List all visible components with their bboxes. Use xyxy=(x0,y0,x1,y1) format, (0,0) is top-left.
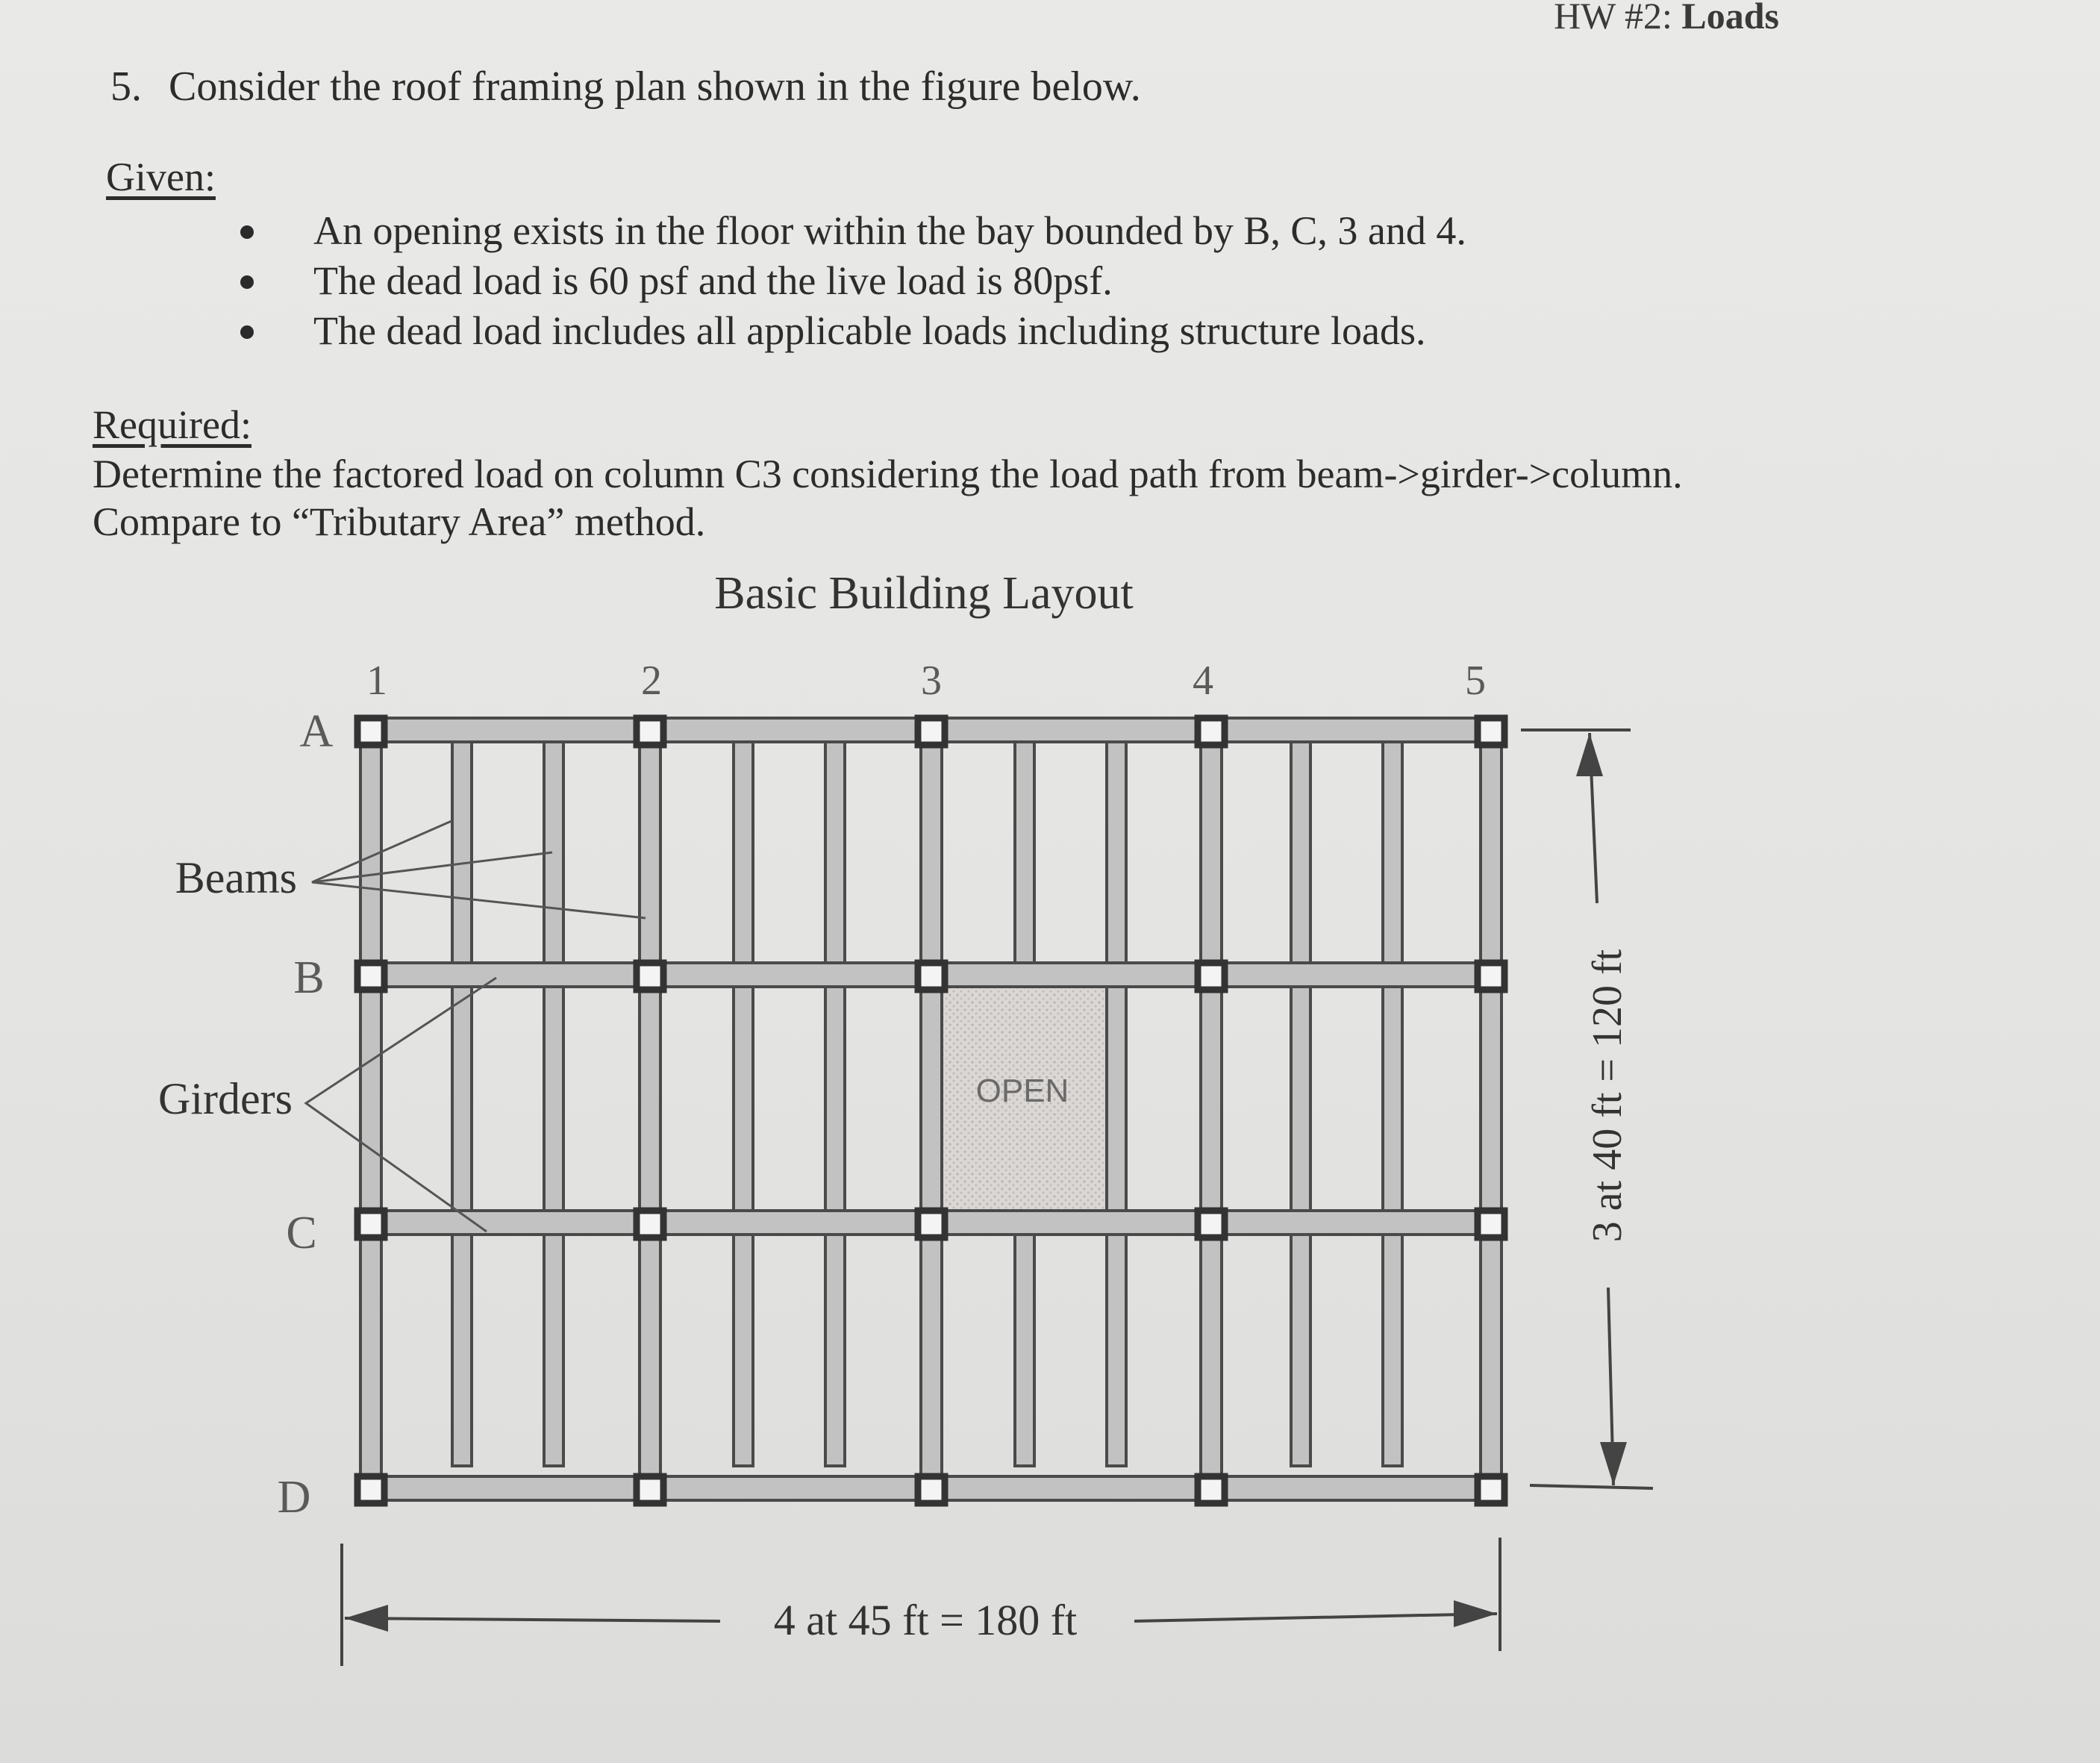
beams-callout-leader xyxy=(312,821,552,882)
framing-plan-figure xyxy=(0,552,2100,1763)
column xyxy=(357,1211,384,1238)
column-line-label: 5 xyxy=(1465,658,1486,704)
beam xyxy=(1015,1224,1034,1466)
column xyxy=(1198,718,1225,745)
column xyxy=(918,1476,945,1503)
dim-arrow xyxy=(345,1605,388,1632)
given-list xyxy=(240,206,1466,356)
required-line: Compare to “Tributary Area” method. xyxy=(93,499,706,544)
question xyxy=(110,63,1141,110)
beam xyxy=(1015,739,1034,976)
header-prefix: HW #2: xyxy=(1554,0,1672,37)
beam xyxy=(1107,739,1126,1466)
column xyxy=(1478,1476,1504,1503)
given-item: The dead load includes all applicable loads including structure loads. xyxy=(240,306,1466,356)
column xyxy=(637,963,663,990)
beam xyxy=(825,739,845,1466)
column xyxy=(637,718,663,745)
beam xyxy=(544,739,563,1466)
column xyxy=(1198,1211,1225,1238)
row-line-label: C xyxy=(286,1208,317,1258)
column-line-girders xyxy=(360,726,1501,1487)
column xyxy=(1478,1211,1504,1238)
column-line-label: 3 xyxy=(921,658,942,704)
column xyxy=(918,963,945,990)
girders-callout-label: Girders xyxy=(158,1074,293,1123)
girder xyxy=(1481,726,1501,1487)
horizontal-dimension-label: 4 at 45 ft = 180 ft xyxy=(773,1596,1078,1644)
dim-arrow xyxy=(1600,1442,1627,1485)
column-line-label: 2 xyxy=(641,658,662,704)
given-item: An opening exists in the floor within the bay bounded by B, C, 3 and 4. xyxy=(240,206,1466,256)
beam xyxy=(734,739,753,1466)
question-text: Consider the roof framing plan shown in the figure below. xyxy=(169,63,1141,110)
girder xyxy=(1201,726,1222,1487)
required-line: Determine the factored load on column C3 considering the load path from beam->girder->column. xyxy=(93,452,1683,496)
dim-arrow xyxy=(1454,1600,1497,1627)
vertical-dimension-label: 3 at 40 ft = 120 ft xyxy=(1584,949,1631,1243)
required-heading: Required: xyxy=(93,402,251,447)
opening-label: OPEN xyxy=(975,1073,1069,1109)
beams-callout-label: Beams xyxy=(175,853,297,902)
girder xyxy=(640,726,660,1487)
page-header xyxy=(1554,0,1779,37)
column xyxy=(1478,963,1504,990)
given-item: The dead load is 60 psf and the live load is 80psf. xyxy=(240,256,1466,306)
column xyxy=(357,963,384,990)
column-line-label: 1 xyxy=(366,658,387,704)
row-line-label: A xyxy=(299,706,334,757)
column-line-label: 4 xyxy=(1193,658,1213,704)
beam xyxy=(1383,739,1402,1466)
dim-line xyxy=(345,1618,720,1621)
column xyxy=(918,718,945,745)
column xyxy=(357,1476,384,1503)
header-title: Loads xyxy=(1681,0,1779,37)
given-heading: Given: xyxy=(106,155,216,199)
column xyxy=(637,1476,663,1503)
beam xyxy=(1291,739,1310,1466)
figure-title: Basic Building Layout xyxy=(714,568,1134,619)
dim-line xyxy=(1134,1614,1497,1621)
column xyxy=(637,1211,663,1238)
column-c3 xyxy=(918,1211,945,1238)
column xyxy=(1198,963,1225,990)
dim-extension xyxy=(1530,1485,1653,1488)
column xyxy=(1198,1476,1225,1503)
girder xyxy=(360,726,381,1487)
question-number: 5. xyxy=(110,63,142,110)
column xyxy=(357,718,384,745)
beam xyxy=(452,739,472,1466)
girder xyxy=(921,726,942,1487)
dim-arrow xyxy=(1576,733,1603,776)
column xyxy=(1478,718,1504,745)
row-line-label: B xyxy=(293,952,325,1003)
row-line-label: D xyxy=(277,1472,311,1523)
